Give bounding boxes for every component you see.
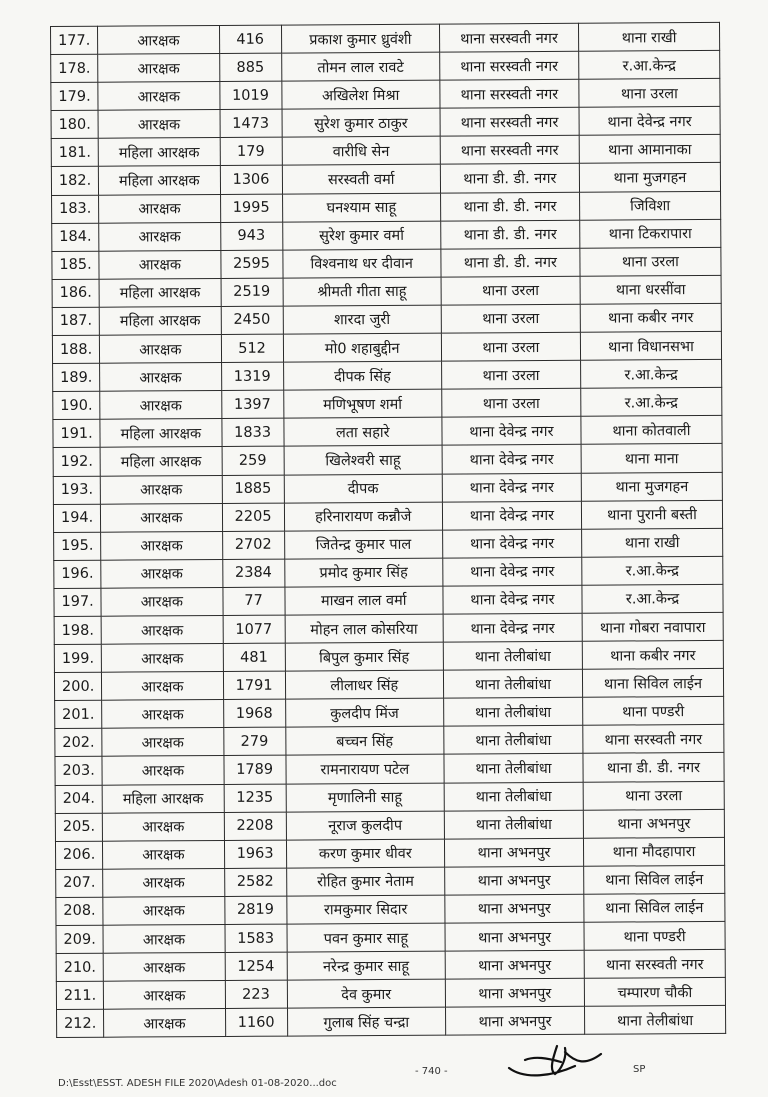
employee-name-cell: सुरेश कुमार वर्मा bbox=[282, 221, 440, 250]
serial-number-cell: 201. bbox=[55, 700, 102, 728]
employee-name-cell: गुलाब सिंह चन्द्रा bbox=[287, 1007, 445, 1036]
employee-name-cell: लता सहारे bbox=[284, 417, 442, 446]
badge-number-cell: 416 bbox=[219, 25, 281, 53]
rank-cell: आरक्षक bbox=[104, 981, 226, 1010]
current-posting-cell: थाना अभनपुर bbox=[445, 978, 584, 1007]
rank-cell: महिला आरक्षक bbox=[102, 784, 224, 813]
badge-number-cell: 943 bbox=[220, 222, 282, 250]
new-posting-cell: थाना सरस्वती नगर bbox=[583, 725, 724, 754]
new-posting-cell: थाना मुजगहन bbox=[581, 472, 722, 501]
current-posting-cell: थाना उरला bbox=[441, 332, 580, 361]
current-posting-cell: थाना अभनपुर bbox=[445, 950, 584, 979]
serial-number-cell: 182. bbox=[51, 167, 98, 195]
sp-mark: SP bbox=[633, 1064, 646, 1075]
page-number: - 740 - bbox=[415, 1066, 448, 1077]
table-row bbox=[55, 725, 724, 757]
table-row bbox=[51, 51, 720, 83]
employee-name-cell: सुरेश कुमार ठाकुर bbox=[282, 108, 440, 137]
rank-cell: आरक्षक bbox=[103, 812, 225, 841]
new-posting-cell: थाना अभनपुर bbox=[583, 809, 724, 838]
badge-number-cell: 1833 bbox=[221, 418, 283, 446]
badge-number-cell: 2819 bbox=[224, 896, 286, 924]
rank-cell: आरक्षक bbox=[103, 953, 225, 982]
new-posting-cell: थाना डी. डी. नगर bbox=[583, 753, 724, 782]
table-row bbox=[51, 163, 720, 195]
new-posting-cell: थाना माना bbox=[581, 444, 722, 473]
employee-name-cell: नरेन्द्र कुमार साहू bbox=[287, 951, 445, 980]
signature-mark bbox=[505, 1040, 610, 1082]
current-posting-cell: थाना डी. डी. नगर bbox=[441, 220, 580, 249]
table-row bbox=[51, 135, 720, 167]
current-posting-cell: थाना तेलीबांधा bbox=[444, 754, 583, 783]
rank-cell: आरक्षक bbox=[101, 587, 223, 616]
table-row bbox=[55, 781, 724, 813]
table-row bbox=[55, 753, 724, 785]
new-posting-cell: थाना सिविल लाईन bbox=[582, 669, 723, 698]
new-posting-cell: र.आ.केन्द्र bbox=[581, 388, 722, 417]
serial-number-cell: 190. bbox=[53, 391, 100, 419]
badge-number-cell: 1968 bbox=[223, 699, 285, 727]
employee-name-cell: बच्चन सिंह bbox=[285, 726, 443, 755]
employee-name-cell: दीपक bbox=[284, 474, 442, 503]
table-row bbox=[56, 921, 725, 953]
serial-number-cell: 203. bbox=[55, 757, 102, 785]
badge-number-cell: 2450 bbox=[221, 306, 283, 334]
rank-cell: आरक्षक bbox=[103, 868, 225, 897]
employee-name-cell: प्रमोद कुमार सिंह bbox=[284, 558, 442, 587]
new-posting-cell: थाना राखी bbox=[582, 528, 723, 557]
rank-cell: आरक्षक bbox=[99, 222, 221, 251]
employee-name-cell: तोमन लाल रावटे bbox=[281, 52, 439, 81]
current-posting-cell: थाना देवेन्द्र नगर bbox=[443, 557, 582, 586]
serial-number-cell: 178. bbox=[51, 54, 98, 82]
new-posting-cell: थाना आमानाका bbox=[579, 135, 720, 164]
table-row bbox=[52, 191, 721, 223]
current-posting-cell: थाना डी. डी. नगर bbox=[440, 164, 579, 193]
new-posting-cell: थाना देवेन्द्र नगर bbox=[579, 107, 720, 136]
badge-number-cell: 1077 bbox=[223, 615, 285, 643]
rank-cell: आरक्षक bbox=[100, 334, 222, 363]
table-row bbox=[52, 303, 721, 335]
badge-number-cell: 2384 bbox=[222, 559, 284, 587]
employee-name-cell: घनश्याम साहू bbox=[282, 193, 440, 222]
table-row bbox=[54, 669, 723, 701]
serial-number-cell: 200. bbox=[54, 672, 101, 700]
serial-number-cell: 205. bbox=[55, 813, 102, 841]
serial-number-cell: 185. bbox=[52, 251, 99, 279]
rank-cell: महिला आरक्षक bbox=[100, 419, 222, 448]
serial-number-cell: 210. bbox=[56, 953, 103, 981]
new-posting-cell: थाना पण्डरी bbox=[584, 921, 725, 950]
serial-number-cell: 179. bbox=[51, 82, 98, 110]
badge-number-cell: 1963 bbox=[224, 840, 286, 868]
current-posting-cell: थाना सरस्वती नगर bbox=[440, 136, 579, 165]
rank-cell: आरक्षक bbox=[98, 82, 220, 111]
employee-name-cell: सरस्वती वर्मा bbox=[282, 165, 440, 194]
rank-cell: आरक्षक bbox=[103, 896, 225, 925]
current-posting-cell: थाना देवेन्द्र नगर bbox=[442, 417, 581, 446]
table-row bbox=[56, 865, 725, 897]
serial-number-cell: 197. bbox=[54, 588, 101, 616]
employee-name-cell: जितेन्द्र कुमार पाल bbox=[284, 530, 442, 559]
new-posting-cell: थाना विधानसभा bbox=[580, 331, 721, 360]
table-row bbox=[54, 528, 723, 560]
serial-number-cell: 186. bbox=[52, 279, 99, 307]
rank-cell: आरक्षक bbox=[98, 25, 220, 54]
current-posting-cell: थाना उरला bbox=[441, 360, 580, 389]
serial-number-cell: 183. bbox=[52, 195, 99, 223]
rank-cell: आरक्षक bbox=[99, 194, 221, 223]
new-posting-cell: थाना गोबरा नवापारा bbox=[582, 612, 723, 641]
employee-name-cell: विश्वनाथ धर दीवान bbox=[282, 249, 440, 278]
current-posting-cell: थाना तेलीबांधा bbox=[444, 726, 583, 755]
current-posting-cell: थाना देवेन्द्र नगर bbox=[443, 585, 582, 614]
current-posting-cell: थाना तेलीबांधा bbox=[443, 641, 582, 670]
transfer-table-body bbox=[51, 22, 726, 1037]
current-posting-cell: थाना अभनपुर bbox=[444, 838, 583, 867]
new-posting-cell: र.आ.केन्द्र bbox=[582, 584, 723, 613]
employee-name-cell: रामनारायण पटेल bbox=[286, 755, 444, 784]
badge-number-cell: 481 bbox=[223, 643, 285, 671]
table-row bbox=[52, 275, 721, 307]
transfer-table bbox=[50, 22, 726, 1038]
current-posting-cell: थाना देवेन्द्र नगर bbox=[442, 529, 581, 558]
current-posting-cell: थाना सरस्वती नगर bbox=[440, 108, 579, 137]
new-posting-cell: थाना सरस्वती नगर bbox=[584, 949, 725, 978]
serial-number-cell: 189. bbox=[53, 363, 100, 391]
serial-number-cell: 195. bbox=[54, 532, 101, 560]
employee-name-cell: हरिनारायण कन्नौजे bbox=[284, 502, 442, 531]
employee-name-cell: मणिभूषण शर्मा bbox=[283, 389, 441, 418]
badge-number-cell: 1583 bbox=[225, 924, 287, 952]
current-posting-cell: थाना सरस्वती नगर bbox=[440, 51, 579, 80]
table-row bbox=[54, 584, 723, 616]
table-row bbox=[55, 809, 724, 841]
badge-number-cell: 2205 bbox=[222, 503, 284, 531]
current-posting-cell: थाना उरला bbox=[442, 388, 581, 417]
rank-cell: आरक्षक bbox=[102, 728, 224, 757]
new-posting-cell: थाना धरसींवा bbox=[580, 275, 721, 304]
current-posting-cell: थाना तेलीबांधा bbox=[444, 698, 583, 727]
employee-name-cell: अखिलेश मिश्रा bbox=[281, 80, 439, 109]
employee-name-cell: शारदा जुरी bbox=[283, 305, 441, 334]
new-posting-cell: थाना पुरानी बस्ती bbox=[581, 500, 722, 529]
employee-name-cell: नूराज कुलदीप bbox=[286, 811, 444, 840]
badge-number-cell: 1306 bbox=[220, 166, 282, 194]
serial-number-cell: 180. bbox=[51, 110, 98, 138]
table-row bbox=[53, 500, 722, 532]
table-row bbox=[56, 978, 725, 1010]
badge-number-cell: 77 bbox=[222, 587, 284, 615]
table-row bbox=[52, 247, 721, 279]
rank-cell: महिला आरक्षक bbox=[99, 306, 221, 335]
current-posting-cell: थाना उरला bbox=[441, 304, 580, 333]
badge-number-cell: 2595 bbox=[220, 250, 282, 278]
current-posting-cell: थाना देवेन्द्र नगर bbox=[442, 501, 581, 530]
table-row bbox=[55, 697, 724, 729]
rank-cell: आरक्षक bbox=[102, 700, 224, 729]
badge-number-cell: 1397 bbox=[221, 390, 283, 418]
serial-number-cell: 209. bbox=[56, 925, 103, 953]
new-posting-cell: थाना उरला bbox=[580, 247, 721, 276]
badge-number-cell: 2582 bbox=[224, 868, 286, 896]
table-row bbox=[54, 556, 723, 588]
employee-name-cell: रोहित कुमार नेताम bbox=[286, 867, 444, 896]
rank-cell: आरक्षक bbox=[102, 672, 224, 701]
current-posting-cell: थाना देवेन्द्र नगर bbox=[442, 445, 581, 474]
serial-number-cell: 191. bbox=[53, 420, 100, 448]
table-row bbox=[52, 219, 721, 251]
current-posting-cell: थाना उरला bbox=[441, 276, 580, 305]
badge-number-cell: 1885 bbox=[222, 475, 284, 503]
badge-number-cell: 223 bbox=[225, 980, 287, 1008]
employee-name-cell: लीलाधर सिंह bbox=[285, 670, 443, 699]
badge-number-cell: 1995 bbox=[220, 194, 282, 222]
serial-number-cell: 184. bbox=[52, 223, 99, 251]
rank-cell: आरक्षक bbox=[102, 756, 224, 785]
new-posting-cell: थाना तेलीबांधा bbox=[585, 1006, 726, 1035]
table-row bbox=[51, 79, 720, 111]
serial-number-cell: 188. bbox=[52, 335, 99, 363]
serial-number-cell: 206. bbox=[55, 841, 102, 869]
table-row bbox=[52, 331, 721, 363]
table-row bbox=[56, 949, 725, 981]
current-posting-cell: थाना तेलीबांधा bbox=[443, 669, 582, 698]
current-posting-cell: थाना तेलीबांधा bbox=[444, 810, 583, 839]
table-row bbox=[55, 837, 724, 869]
employee-name-cell: प्रकाश कुमार ध्रुवंशी bbox=[281, 24, 439, 53]
rank-cell: आरक्षक bbox=[103, 840, 225, 869]
rank-cell: आरक्षक bbox=[99, 250, 221, 279]
badge-number-cell: 885 bbox=[219, 53, 281, 81]
rank-cell: आरक्षक bbox=[101, 531, 223, 560]
table-row bbox=[53, 444, 722, 476]
new-posting-cell: र.आ.केन्द्र bbox=[579, 51, 720, 80]
table-row bbox=[51, 22, 720, 54]
badge-number-cell: 259 bbox=[222, 446, 284, 474]
rank-cell: आरक्षक bbox=[100, 391, 222, 420]
serial-number-cell: 207. bbox=[56, 869, 103, 897]
new-posting-cell: थाना सिविल लाईन bbox=[584, 865, 725, 894]
serial-number-cell: 194. bbox=[53, 504, 100, 532]
current-posting-cell: थाना सरस्वती नगर bbox=[439, 23, 578, 52]
table-row bbox=[56, 893, 725, 925]
new-posting-cell: थाना सिविल लाईन bbox=[584, 893, 725, 922]
current-posting-cell: थाना सरस्वती नगर bbox=[440, 79, 579, 108]
employee-name-cell: करण कुमार धीवर bbox=[286, 839, 444, 868]
new-posting-cell: थाना राखी bbox=[579, 22, 720, 51]
rank-cell: आरक्षक bbox=[100, 363, 222, 392]
employee-name-cell: खिलेश्वरी साहू bbox=[284, 446, 442, 475]
table-row bbox=[54, 640, 723, 672]
table-row bbox=[53, 360, 722, 392]
serial-number-cell: 202. bbox=[55, 729, 102, 757]
new-posting-cell: र.आ.केन्द्र bbox=[582, 556, 723, 585]
rank-cell: महिला आरक्षक bbox=[99, 166, 221, 195]
serial-number-cell: 181. bbox=[51, 139, 98, 167]
new-posting-cell: थाना कोतवाली bbox=[581, 416, 722, 445]
serial-number-cell: 204. bbox=[55, 785, 102, 813]
badge-number-cell: 1254 bbox=[225, 952, 287, 980]
current-posting-cell: थाना डी. डी. नगर bbox=[441, 248, 580, 277]
employee-name-cell: पवन कुमार साहू bbox=[287, 923, 445, 952]
rank-cell: आरक्षक bbox=[98, 54, 220, 83]
serial-number-cell: 177. bbox=[51, 26, 98, 54]
new-posting-cell: थाना पण्डरी bbox=[583, 697, 724, 726]
employee-name-cell: बिपुल कुमार सिंह bbox=[285, 642, 443, 671]
rank-cell: आरक्षक bbox=[98, 110, 220, 139]
current-posting-cell: थाना अभनपुर bbox=[445, 922, 584, 951]
table-row bbox=[53, 388, 722, 420]
new-posting-cell: चम्पारण चौकी bbox=[584, 978, 725, 1007]
badge-number-cell: 512 bbox=[221, 334, 283, 362]
table-row bbox=[53, 416, 722, 448]
employee-name-cell: वारीधि सेन bbox=[282, 136, 440, 165]
current-posting-cell: थाना देवेन्द्र नगर bbox=[442, 473, 581, 502]
rank-cell: आरक्षक bbox=[103, 924, 225, 953]
rank-cell: आरक्षक bbox=[101, 615, 223, 644]
badge-number-cell: 279 bbox=[223, 727, 285, 755]
serial-number-cell: 187. bbox=[52, 307, 99, 335]
rank-cell: महिला आरक्षक bbox=[98, 138, 220, 167]
badge-number-cell: 1160 bbox=[225, 1008, 287, 1036]
badge-number-cell: 1789 bbox=[224, 756, 286, 784]
table-row bbox=[57, 1006, 726, 1038]
new-posting-cell: र.आ.केन्द्र bbox=[581, 360, 722, 389]
badge-number-cell: 1791 bbox=[223, 671, 285, 699]
employee-name-cell: मोहन लाल कोसरिया bbox=[285, 614, 443, 643]
current-posting-cell: थाना देवेन्द्र नगर bbox=[443, 613, 582, 642]
badge-number-cell: 1019 bbox=[219, 81, 281, 109]
badge-number-cell: 1473 bbox=[220, 109, 282, 137]
rank-cell: आरक्षक bbox=[101, 503, 223, 532]
serial-number-cell: 196. bbox=[54, 560, 101, 588]
employee-name-cell: दीपक सिंह bbox=[283, 361, 441, 390]
rank-cell: महिला आरक्षक bbox=[99, 278, 221, 307]
new-posting-cell: थाना टिकरापारा bbox=[580, 219, 721, 248]
serial-number-cell: 193. bbox=[53, 476, 100, 504]
badge-number-cell: 2208 bbox=[224, 812, 286, 840]
new-posting-cell: थाना कबीर नगर bbox=[580, 303, 721, 332]
employee-name-cell: श्रीमती गीता साहू bbox=[283, 277, 441, 306]
new-posting-cell: जिविशा bbox=[580, 191, 721, 220]
new-posting-cell: थाना कबीर नगर bbox=[582, 640, 723, 669]
rank-cell: महिला आरक्षक bbox=[100, 447, 222, 476]
serial-number-cell: 211. bbox=[56, 981, 103, 1009]
new-posting-cell: थाना मौदहापारा bbox=[583, 837, 724, 866]
rank-cell: आरक्षक bbox=[101, 559, 223, 588]
table-row bbox=[54, 612, 723, 644]
table-row bbox=[53, 472, 722, 504]
employee-name-cell: मो0 शहाबुद्दीन bbox=[283, 333, 441, 362]
rank-cell: आरक्षक bbox=[104, 1009, 226, 1038]
employee-name-cell: देव कुमार bbox=[287, 979, 445, 1008]
current-posting-cell: थाना अभनपुर bbox=[445, 866, 584, 895]
employee-name-cell: रामकुमार सिदार bbox=[286, 895, 444, 924]
rank-cell: आरक्षक bbox=[101, 644, 223, 673]
badge-number-cell: 179 bbox=[220, 137, 282, 165]
employee-name-cell: माखन लाल वर्मा bbox=[285, 586, 443, 615]
current-posting-cell: थाना अभनपुर bbox=[445, 1007, 584, 1036]
badge-number-cell: 1319 bbox=[221, 362, 283, 390]
new-posting-cell: थाना उरला bbox=[583, 781, 724, 810]
employee-name-cell: कुलदीप मिंज bbox=[285, 698, 443, 727]
current-posting-cell: थाना डी. डी. नगर bbox=[440, 192, 579, 221]
badge-number-cell: 2519 bbox=[221, 278, 283, 306]
serial-number-cell: 198. bbox=[54, 616, 101, 644]
file-path: D:\Esst\ESST. ADESH FILE 2020\Adesh 01-08-2020...doc bbox=[58, 1078, 337, 1089]
current-posting-cell: थाना तेलीबांधा bbox=[444, 782, 583, 811]
new-posting-cell: थाना मुजगहन bbox=[579, 163, 720, 192]
serial-number-cell: 212. bbox=[57, 1009, 104, 1037]
serial-number-cell: 199. bbox=[54, 644, 101, 672]
current-posting-cell: थाना अभनपुर bbox=[445, 894, 584, 923]
badge-number-cell: 1235 bbox=[224, 784, 286, 812]
table-row bbox=[51, 107, 720, 139]
serial-number-cell: 208. bbox=[56, 897, 103, 925]
badge-number-cell: 2702 bbox=[222, 531, 284, 559]
new-posting-cell: थाना उरला bbox=[579, 79, 720, 108]
employee-name-cell: मृणालिनी साहू bbox=[286, 783, 444, 812]
rank-cell: आरक्षक bbox=[100, 475, 222, 504]
serial-number-cell: 192. bbox=[53, 448, 100, 476]
